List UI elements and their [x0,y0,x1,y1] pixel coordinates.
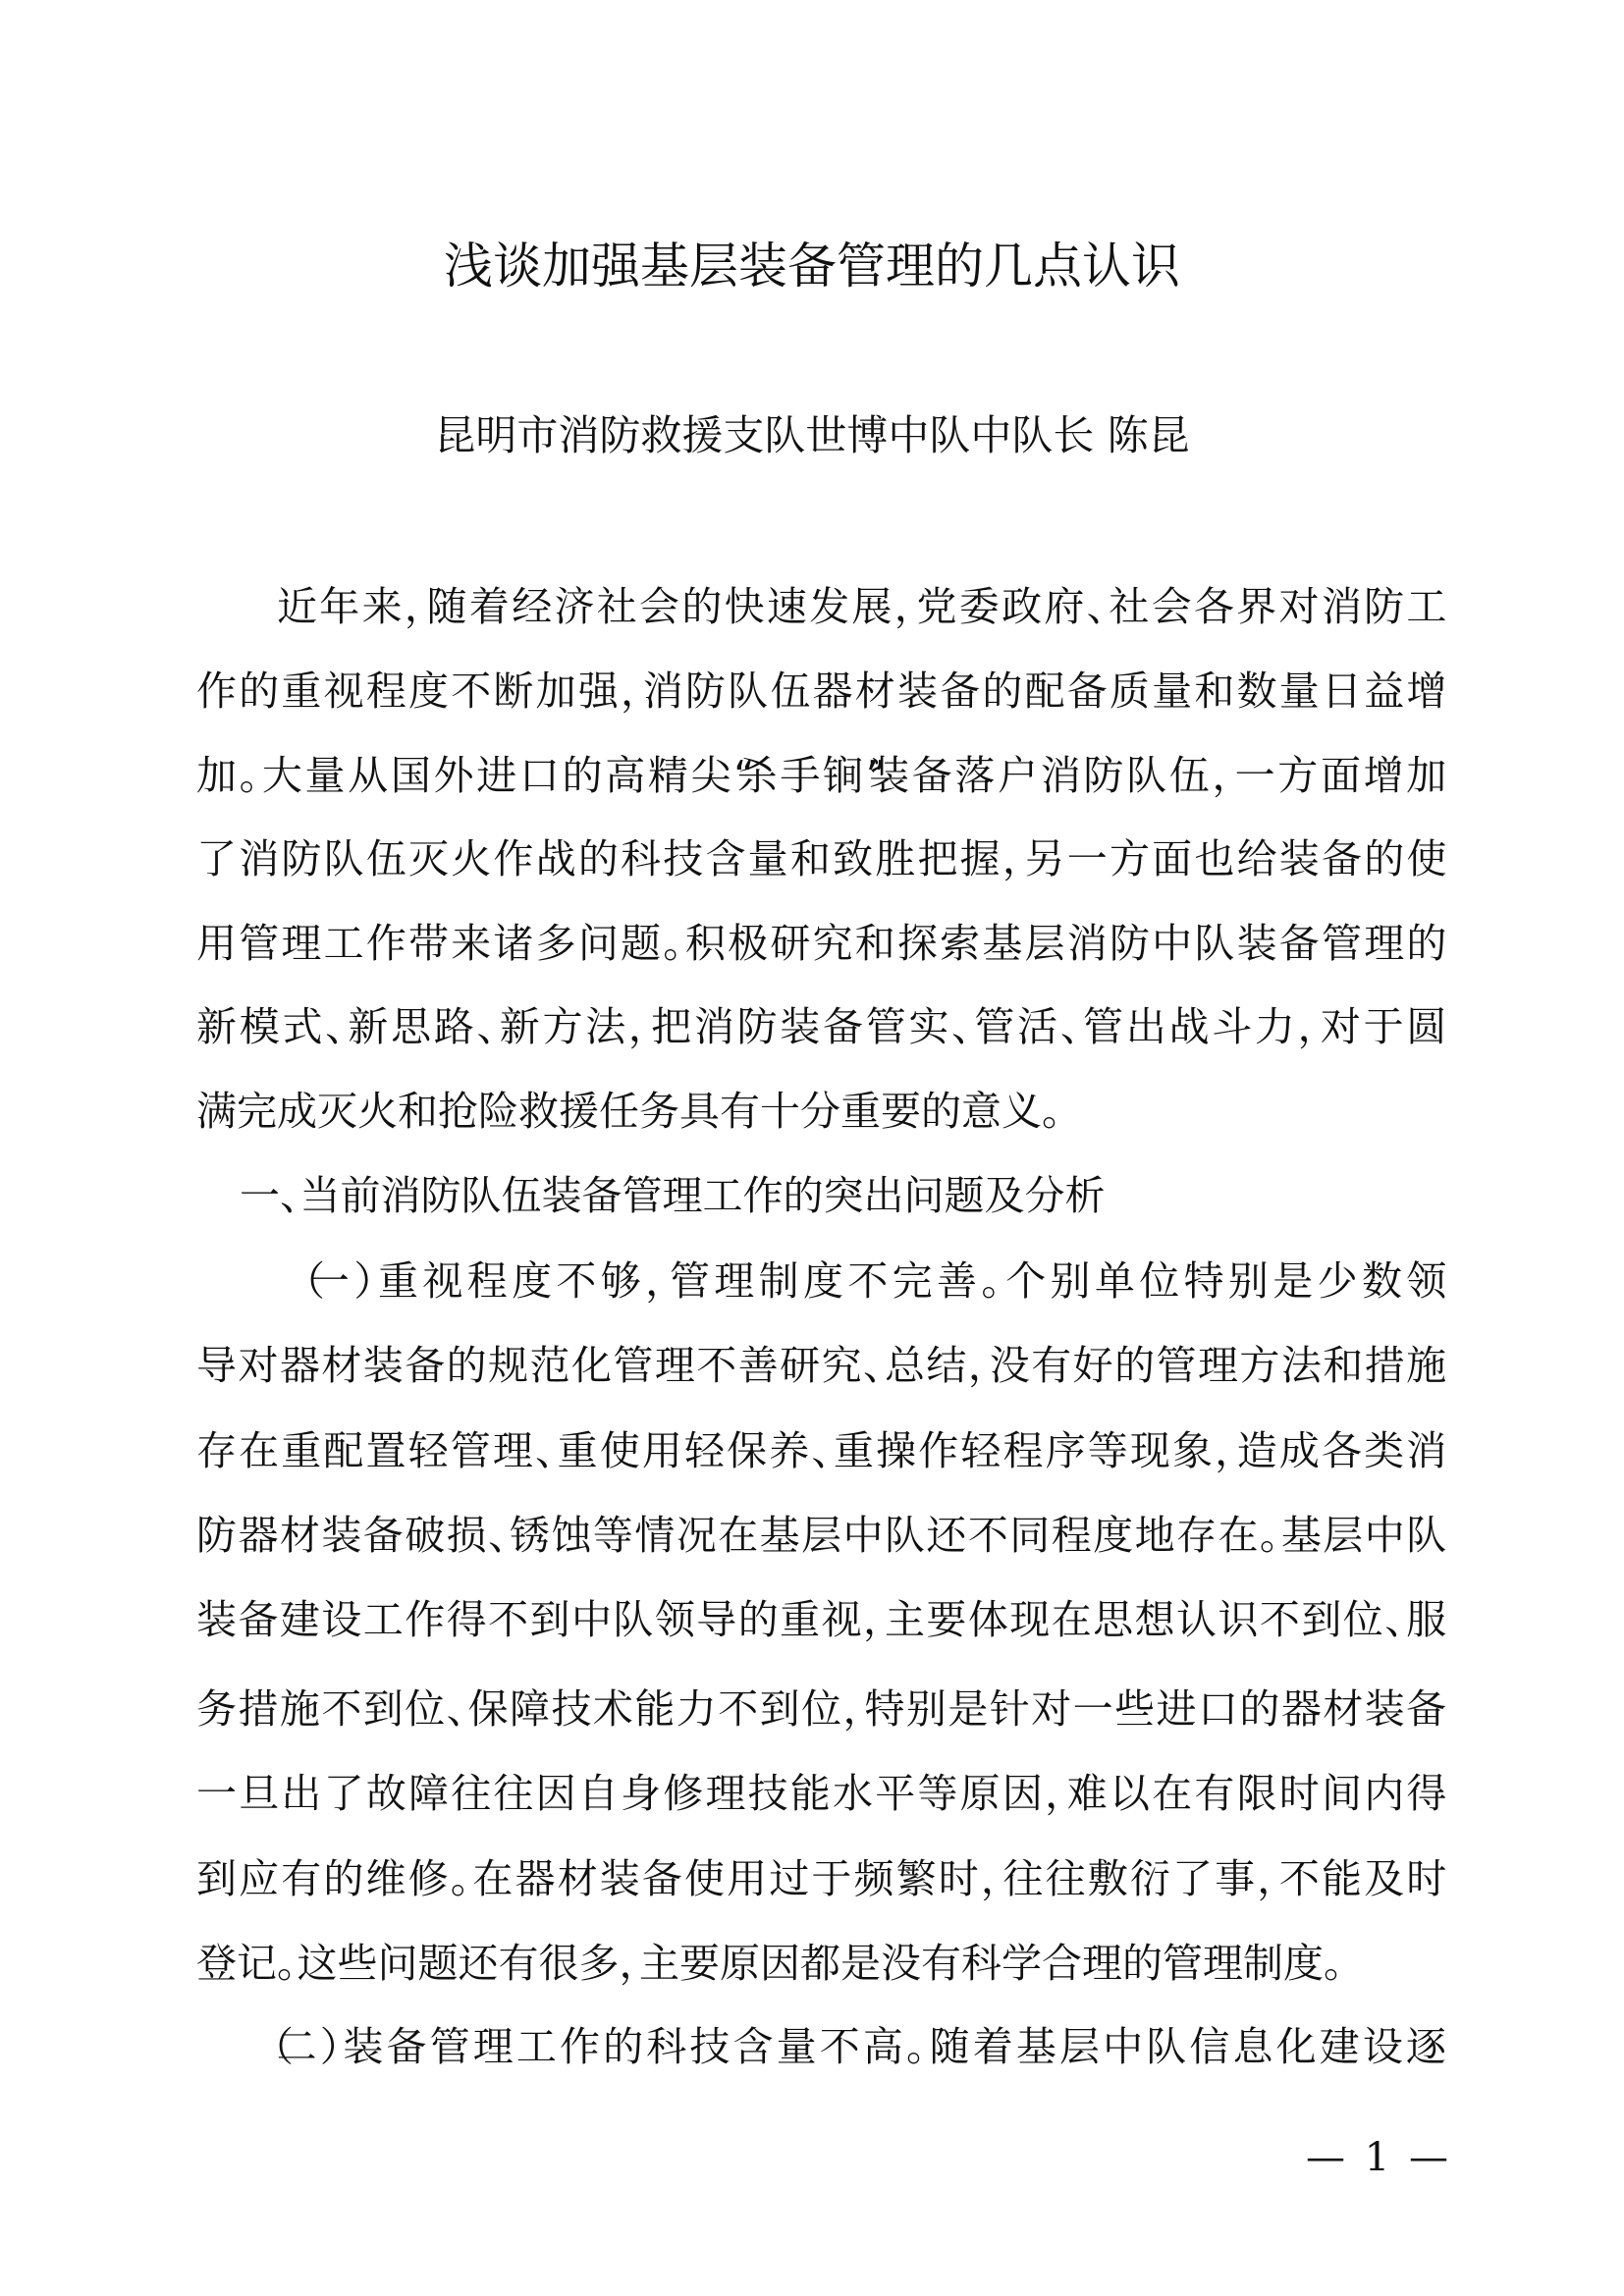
punctuation: 、 [1059,1003,1084,1050]
author-line: 昆明市消防救援支队世博中队中队长 陈昆 [434,411,1190,459]
paragraph-line: 了消防队伍灭火作战的科技含量和致胜把握，另一方面也给装备的使 [196,835,1447,882]
punctuation: “ [733,752,734,799]
paragraph-line: 作的重视程度不断加强，消防队伍器材装备的配备质量和数量日益增 [196,667,1447,715]
punctuation: 。 [1042,1088,1062,1135]
paragraph-line: 加。大量从国外进口的高精尖“杀手锏”装备落户消防队伍，一方面增加 [196,752,1447,799]
punctuation: （ [253,2023,277,2070]
punctuation: 。 [663,920,685,967]
punctuation: 、 [476,1003,500,1050]
punctuation: ， [645,1257,670,1305]
punctuation: 、 [1086,583,1110,630]
paragraph-line: 用管理工作带来诸多问题。积极研究和探索基层消防中队装备管理的 [196,920,1447,967]
punctuation: ， [980,1855,1003,1902]
punctuation: 。 [1324,1940,1344,1987]
punctuation: 、 [951,1003,975,1050]
document-title: 浅谈加强基层装备管理的几点认识 [444,238,1180,294]
punctuation: ） [319,2023,344,2070]
punctuation: 。 [450,1855,473,1902]
punctuation: 、 [811,1427,834,1474]
punctuation: 。 [981,1257,1006,1305]
punctuation: 、 [446,1685,468,1733]
punctuation: 。 [1259,1512,1281,1559]
punctuation: 、 [325,1003,349,1050]
paragraph-line: 存在重配置轻管理、重使用轻保养、重操作轻程序等现象，造成各类消 [196,1427,1447,1474]
section-heading: 一、当前消防队伍装备管理工作的突出问题及分析 [240,1172,1106,1219]
paragraph-line: 导对器材装备的规范化管理不善研究、总结，没有好的管理方法和措施 [196,1342,1447,1389]
page-number: — 1 — [1306,2135,1448,2180]
punctuation: 。 [906,2023,930,2070]
paragraph-line: 装备建设工作得不到中队领导的重视，主要体现在思想认识不到位、服 [196,1596,1447,1643]
paragraph-line: 防器材装备破损、锈蚀等情况在基层中队还不同程度地存在。基层中队 [196,1512,1447,1559]
punctuation: 、 [280,1172,300,1219]
punctuation: ， [842,1685,865,1733]
punctuation: 。 [277,1940,298,1987]
punctuation: ） [353,1257,379,1305]
punctuation: ， [1212,752,1235,799]
punctuation: ， [404,583,427,630]
punctuation: ， [1257,1855,1279,1902]
paragraph-line: 务措施不到位、保障技术能力不到位，特别是针对一些进口的器材装备 [196,1685,1447,1733]
paragraph-line: 登记。这些问题还有很多，主要原因都是没有科学合理的管理制度。 [196,1940,1344,1987]
punctuation: 、 [535,1427,558,1474]
subsection-line: （一）重视程度不够，管理制度不完善。个别单位特别是少数领 [285,1257,1447,1305]
punctuation: ， [627,1003,652,1050]
subsection-line: （二）装备管理工作的科技含量不高。随着基层中队信息化建设逐 [253,2023,1446,2070]
punctuation: ， [1215,1427,1237,1474]
punctuation: ， [1045,1770,1067,1817]
punctuation: ， [1001,835,1025,882]
punctuation: 。 [239,752,262,799]
punctuation: ” [865,752,867,799]
punctuation: ， [1297,1003,1321,1050]
punctuation: 、 [863,1342,885,1389]
punctuation: ， [967,1342,990,1389]
punctuation: ， [863,1596,885,1643]
paragraph-line: 到应有的维修。在器材装备使用过于频繁时，往往敷衍了事，不能及时 [196,1855,1447,1902]
punctuation: ， [619,1940,639,1987]
punctuation: ， [893,583,917,630]
paragraph-line: 新模式、新思路、新方法，把消防装备管实、管活、管出战斗力，对于圆 [196,1003,1447,1050]
paragraph-line: 满完成灭火和抢险救援任务具有十分重要的意义。 [196,1088,1062,1135]
paragraph-line: 一旦出了故障往往因自身修理技能水平等原因，难以在有限时间内得 [196,1770,1447,1817]
punctuation: ， [621,667,643,715]
paragraph-line: 近年来，随着经济社会的快速发展，党委政府、社会各界对消防工 [277,583,1447,630]
punctuation: （ [285,1257,309,1305]
punctuation: 、 [1384,1596,1407,1643]
punctuation: 、 [488,1512,510,1559]
